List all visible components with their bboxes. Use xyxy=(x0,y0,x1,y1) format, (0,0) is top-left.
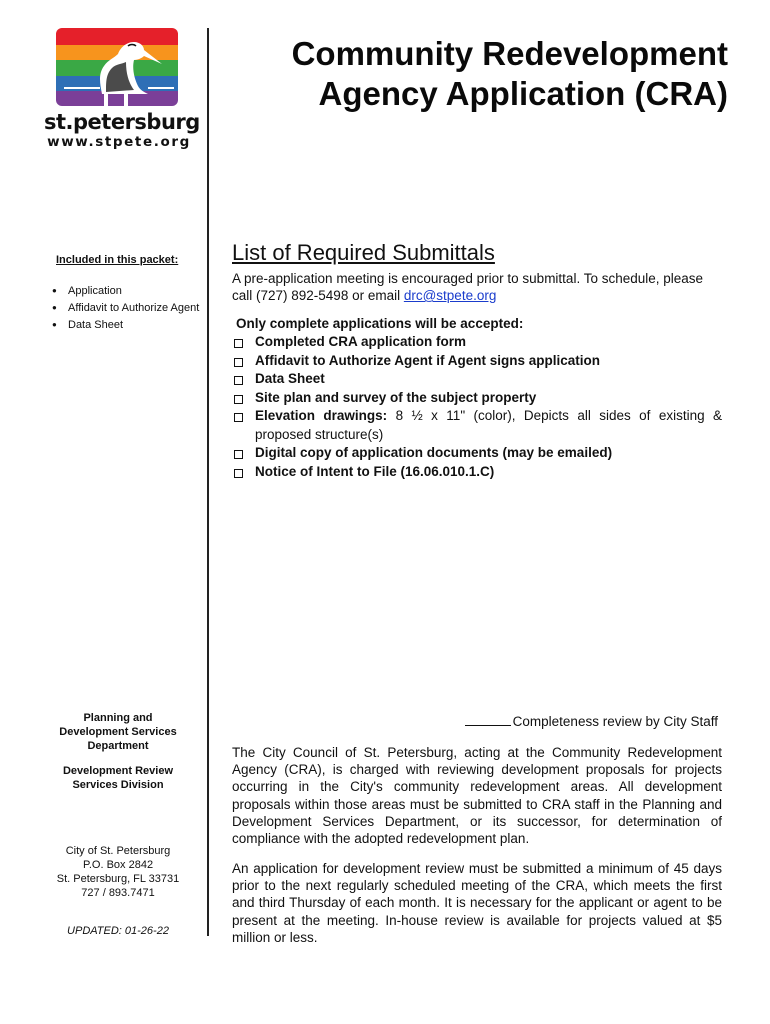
updated-date: UPDATED: 01-26-22 xyxy=(67,925,169,937)
checkbox[interactable] xyxy=(234,450,243,459)
mailing-address xyxy=(40,844,196,900)
signature-blank[interactable] xyxy=(465,713,511,726)
division-line: Development Review xyxy=(62,765,174,777)
department-name xyxy=(40,711,196,753)
checklist-item-label: Site plan and survey of the subject property xyxy=(255,389,537,405)
checklist-item xyxy=(232,389,722,408)
submission-deadline-paragraph: An application for development review must be submitted a minimum of 45 days prior to the next regularly scheduled meeting of the CRA, which meets the first and third Thursday of each month. It is necessary for the applicant or agent to be present at the meeting. In-house review is available for projects valued at $5 million or less. xyxy=(232,861,722,945)
title-line-2: Agency Application (CRA) xyxy=(318,75,728,112)
checklist-item-label: Affidavit to Authorize Agent if Agent signs application xyxy=(255,352,600,368)
address-line: P.O. Box 2842 xyxy=(82,859,154,871)
checklist-item xyxy=(232,463,722,482)
division-name xyxy=(40,764,196,792)
intro-sentence: A pre-application meeting is encouraged prior to submittal. To schedule, please call (727) 892-5498 or email xyxy=(232,271,704,303)
checklist-item xyxy=(232,444,722,463)
checklist-item-label: Data Sheet xyxy=(255,371,325,386)
title-line-1: Community Redevelopment xyxy=(291,35,728,72)
email-link[interactable]: drc@stpete.org xyxy=(403,288,497,303)
checkbox[interactable] xyxy=(234,395,243,404)
st-petersburg-logo xyxy=(44,28,200,150)
logo-url: www.stpete.org xyxy=(47,134,191,150)
checklist-item-label: Notice of Intent to File (16.06.010.1.C) xyxy=(255,463,495,479)
checklist-item xyxy=(232,352,722,371)
checklist-item xyxy=(232,370,722,389)
list-item: ● Data Sheet xyxy=(50,318,200,332)
checkbox[interactable] xyxy=(234,376,243,385)
page-title xyxy=(250,34,728,114)
pelican-icon xyxy=(44,28,194,108)
included-packet-title: Included in this packet: xyxy=(56,254,179,266)
department-line: Development Services xyxy=(59,726,177,738)
address-line: City of St. Petersburg xyxy=(65,845,171,857)
department-line: Department xyxy=(87,740,149,752)
checklist-heading: Only complete applications will be accepted: xyxy=(236,316,524,331)
checklist-item xyxy=(232,333,722,352)
checklist-item-label: Completed CRA application form xyxy=(255,334,467,349)
checklist-item-detail: 8 ½ x 11" (color), Depicts all sides of existing & proposed structure(s) xyxy=(255,408,722,442)
checkbox[interactable] xyxy=(234,469,243,478)
department-line: Planning and xyxy=(83,712,153,724)
submittal-checklist xyxy=(232,333,722,481)
checkbox[interactable] xyxy=(234,339,243,348)
phone-number: 727 / 893.7471 xyxy=(81,887,155,899)
completeness-label: Completeness review by City Staff xyxy=(512,714,718,729)
checklist-item xyxy=(232,407,722,444)
address-line: St. Petersburg, FL 33731 xyxy=(56,873,180,885)
completeness-review xyxy=(232,713,718,729)
division-line: Services Division xyxy=(72,779,164,791)
checkbox[interactable] xyxy=(234,358,243,367)
checkbox[interactable] xyxy=(234,413,243,422)
checklist-item-label: Elevation drawings: xyxy=(255,408,388,423)
intro-text xyxy=(232,270,722,304)
section-title: List of Required Submittals xyxy=(232,240,495,265)
checklist-item-label: Digital copy of application documents (may be emailed) xyxy=(255,445,613,460)
list-item: ● Application xyxy=(50,284,200,298)
included-packet-list xyxy=(50,284,200,335)
list-item: ● Affidavit to Authorize Agent xyxy=(50,301,200,315)
cra-description-paragraph: The City Council of St. Petersburg, acting at the Community Redevelopment Agency (CRA), is charged with reviewing development proposals for projects occurring in the City's community redevelopment areas. All development proposals within those areas must be submitted to CRA staff in the Planning and Development Services Department, or its successor, for determination of compliance with the adopted redevelopment plan. xyxy=(232,745,722,847)
logo-wordmark: st.petersburg xyxy=(44,110,200,134)
vertical-divider xyxy=(207,28,209,936)
